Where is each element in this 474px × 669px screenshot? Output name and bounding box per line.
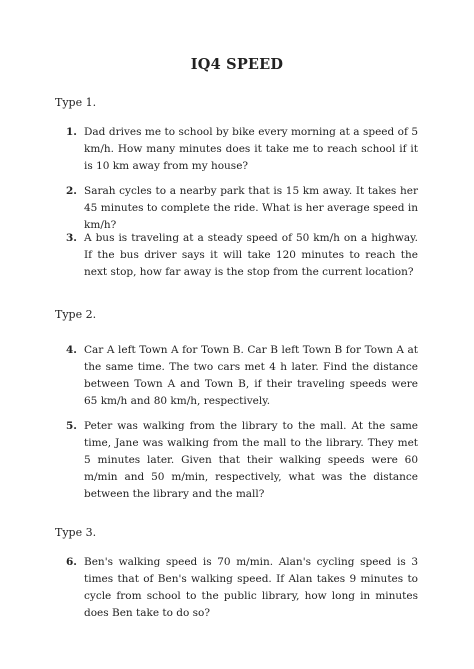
section-heading-type-1: Type 1. <box>55 96 97 109</box>
question-2 <box>66 183 418 234</box>
page-title: IQ4 SPEED <box>190 56 284 73</box>
question-text: Peter was walking from the library to the mall. At the same time, Jane was walking from the mall to the library. They met 5 minutes later. Given that their walking speeds were 60 m/min and 50 m/min, respectively, what was the distance between the library and the mall? <box>84 420 418 500</box>
question-number: 3. <box>66 232 77 244</box>
question-number: 4. <box>66 344 77 356</box>
question-text: Car A left Town A for Town B. Car B left Town B for Town A at the same time. The two cars met 4 h later. Find the distance between Town A and Town B, if their traveling speeds were 65 km/h and 80 km/h, respectively. <box>84 344 418 407</box>
question-number: 2. <box>66 185 77 197</box>
question-6 <box>66 554 418 622</box>
question-number: 6. <box>66 556 77 568</box>
question-5 <box>66 418 418 503</box>
question-text: Ben's walking speed is 70 m/min. Alan's cycling speed is 3 times that of Ben's walking speed. If Alan takes 9 minutes to cycle from school to the public library, how long in minutes does Ben take to do so? <box>84 556 418 619</box>
question-number: 1. <box>66 126 77 138</box>
question-text: Dad drives me to school by bike every morning at a speed of 5 km/h. How many minutes does it take me to reach school if it is 10 km away from my house? <box>84 126 418 172</box>
question-number: 5. <box>66 420 77 432</box>
question-text: A bus is traveling at a steady speed of 50 km/h on a highway. If the bus driver says it will take 120 minutes to reach the next stop, how far away is the stop from the current location? <box>84 232 418 278</box>
question-text: Sarah cycles to a nearby park that is 15 km away. It takes her 45 minutes to complete the ride. What is her average speed in km/h? <box>84 185 418 231</box>
question-3 <box>66 230 418 281</box>
question-1 <box>66 124 418 175</box>
section-heading-type-2: Type 2. <box>55 308 97 321</box>
section-heading-type-3: Type 3. <box>55 526 97 539</box>
question-4 <box>66 342 418 410</box>
